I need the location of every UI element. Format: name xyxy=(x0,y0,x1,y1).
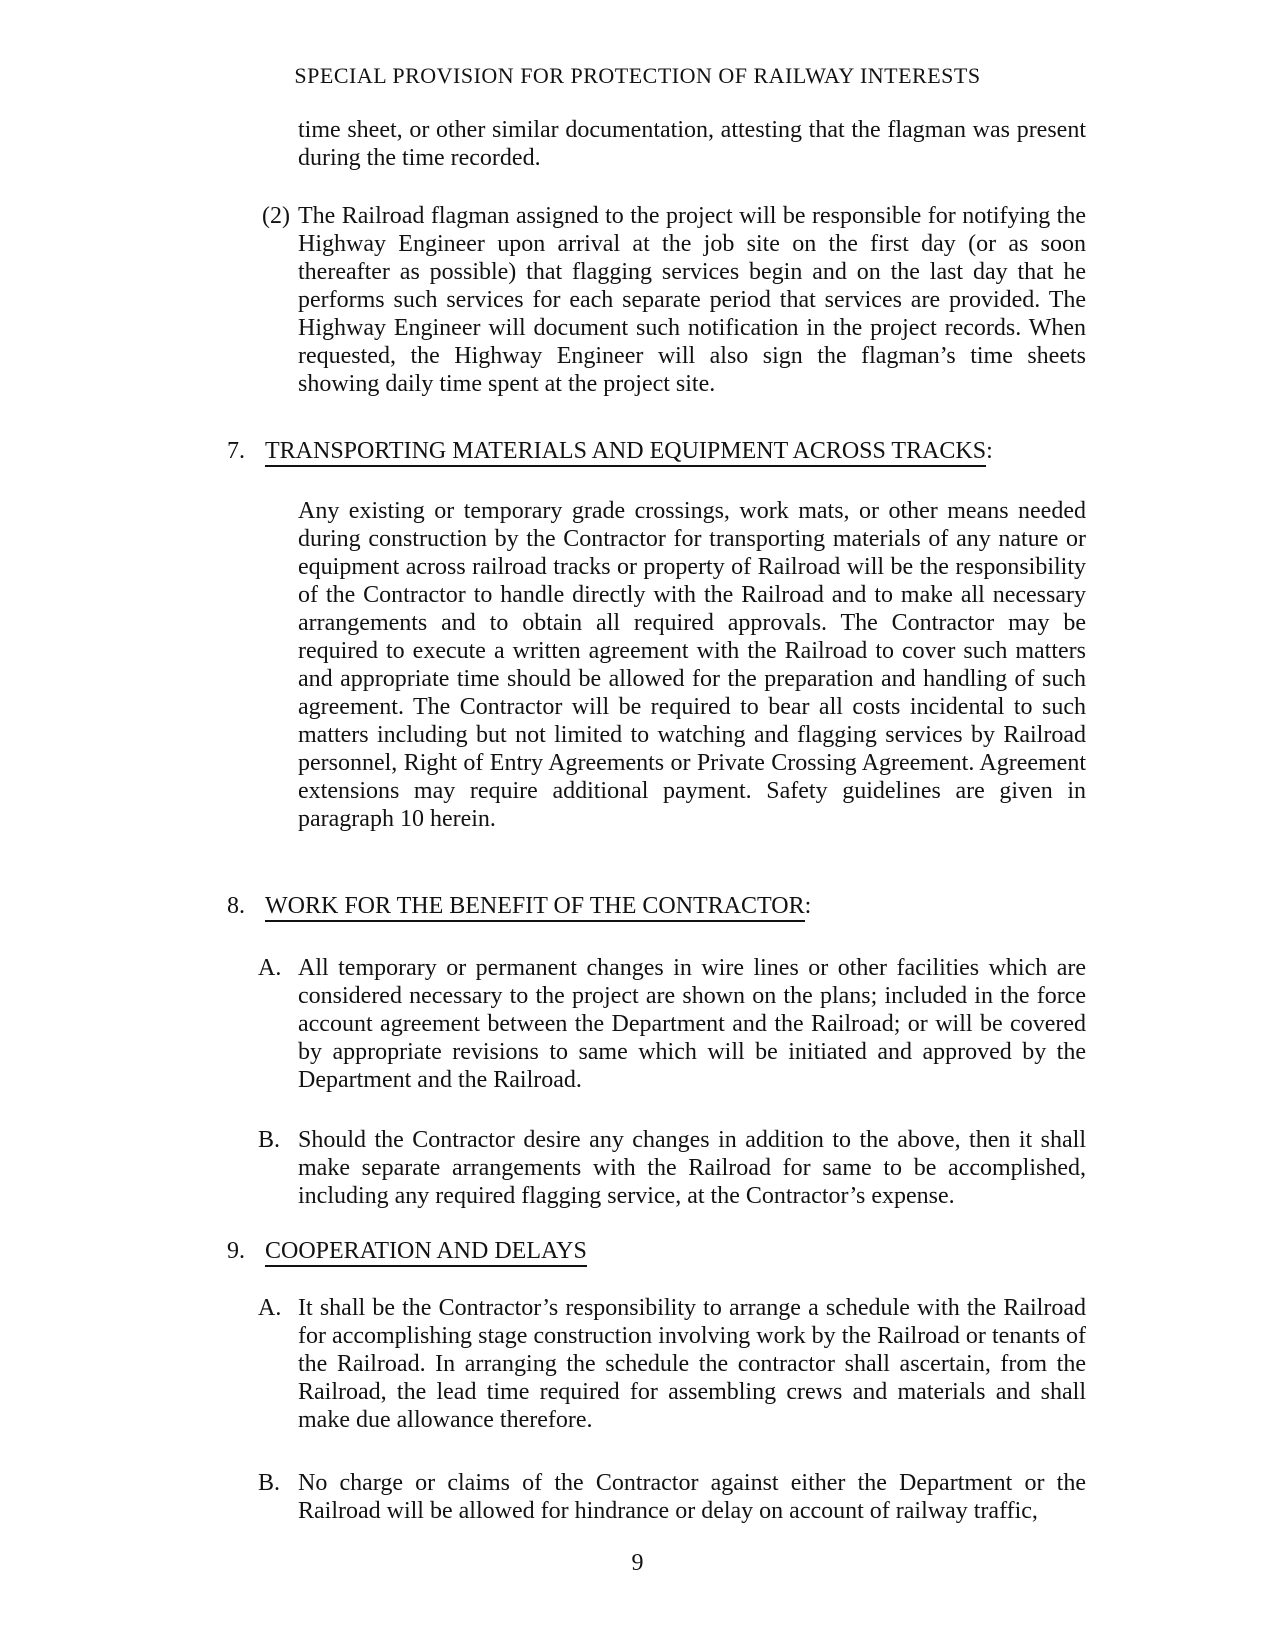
section-9-item-b-text: No charge or claims of the Contractor against either the Department or the Railroad will be allowed for hindrance or delay on account of railway traffic, xyxy=(298,1470,1086,1524)
section-9-number: 9. xyxy=(227,1238,245,1264)
list-item-2-label: (2) xyxy=(262,203,290,229)
section-9-item-a-text: It shall be the Contractor’s responsibility to arrange a schedule with the Railroad for accomplishing stage construction involving work by the Railroad or tenants of the Railroad. In arranging the schedule the contractor shall ascertain, from the Railroad, the lead time required for assembling crews and materials and shall make due allowance therefore. xyxy=(298,1295,1086,1433)
section-8-item-a-label: A. xyxy=(258,955,282,981)
intro-continuation-paragraph: time sheet, or other similar documentation, attesting that the flagman was present during the time recorded. xyxy=(298,117,1086,171)
section-9-title: COOPERATION AND DELAYS xyxy=(265,1238,587,1267)
section-8-item-b-text: Should the Contractor desire any changes in addition to the above, then it shall make separate arrangements with the Railroad for same to be accomplished, including any required flagging service, at the Contractor’s expense. xyxy=(298,1127,1086,1209)
section-9-item-b-label: B. xyxy=(258,1470,281,1496)
section-8-item-a xyxy=(258,954,1086,1094)
section-7-paragraph: Any existing or temporary grade crossings, work mats, or other means needed during construction by the Contractor for transporting materials of any nature or equipment across railroad tracks or property of Railroad will be the responsibility of the Contractor to handle directly with the Railroad and to make all necessary arrangements and to obtain all required approvals. The Contractor may be required to execute a written agreement with the Railroad to cover such matters and appropriate time should be allowed for the preparation and handling of such agreement. The Contractor will be required to bear all costs incidental to such matters including but not limited to watching and flagging services by Railroad personnel, Right of Entry Agreements or Private Crossing Agreement. Agreement extensions may require additional payment. Safety guidelines are given in paragraph 10 herein. xyxy=(298,498,1086,832)
page-number: 9 xyxy=(631,1550,644,1576)
list-item-2-text: The Railroad flagman assigned to the project will be responsible for notifying the Highway Engineer upon arrival at the job site on the first day (or as soon thereafter as possible) that flagging services begin and on the last day that he performs such services for each separate period that services are provided. The Highway Engineer will document such notification in the project records. When requested, the Highway Engineer will also sign the flagman’s time sheets showing daily time spent at the project site. xyxy=(298,203,1086,397)
section-9-item-a-label: A. xyxy=(258,1295,282,1321)
section-8-item-b-label: B. xyxy=(258,1127,281,1153)
section-7-title: TRANSPORTING MATERIALS AND EQUIPMENT ACROSS TRACKS xyxy=(265,438,986,467)
list-item-2 xyxy=(262,202,1086,398)
document-title: SPECIAL PROVISION FOR PROTECTION OF RAILWAY INTERESTS xyxy=(294,63,981,88)
section-7-title-suffix: : xyxy=(986,438,993,464)
section-7-number: 7. xyxy=(227,438,245,464)
section-9-item-b xyxy=(258,1469,1086,1525)
section-8-title: WORK FOR THE BENEFIT OF THE CONTRACTOR xyxy=(265,893,805,922)
section-8-heading xyxy=(227,892,1275,920)
section-9-heading xyxy=(227,1237,1275,1265)
section-9-item-a xyxy=(258,1294,1086,1434)
section-8-item-b xyxy=(258,1126,1086,1210)
section-8-item-a-text: All temporary or permanent changes in wire lines or other facilities which are considered necessary to the project are shown on the plans; included in the force account agreement between the Department and the Railroad; or will be covered by appropriate revisions to same which will be initiated and approved by the Department and the Railroad. xyxy=(298,955,1086,1093)
section-8-number: 8. xyxy=(227,893,245,919)
section-8-title-suffix: : xyxy=(804,893,812,919)
section-7-heading xyxy=(227,437,1275,465)
